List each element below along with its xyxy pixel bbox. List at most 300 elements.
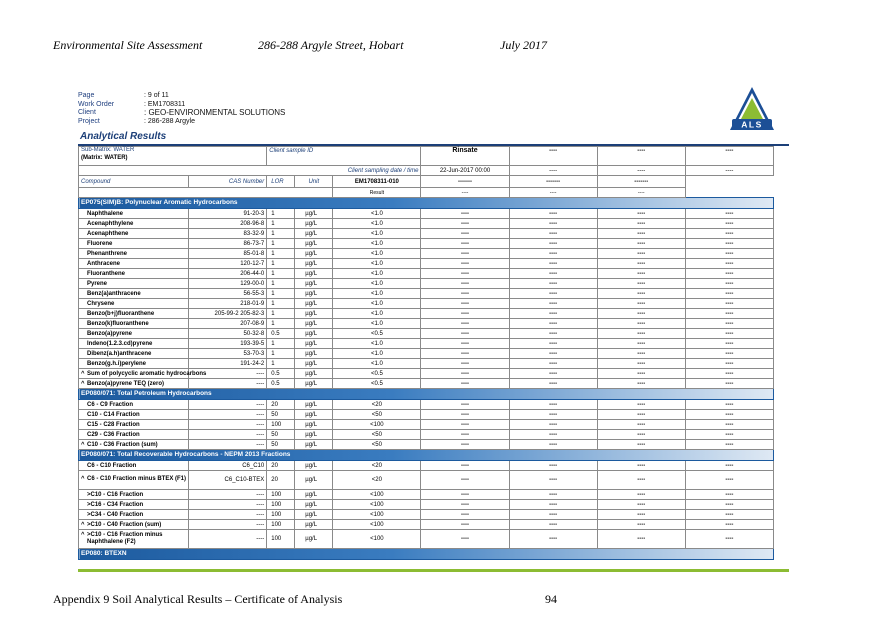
compound-label: C6 - C10 Fraction (87, 462, 137, 469)
empty-sample-cell: ---- (597, 309, 685, 319)
unit-value: µg/L (295, 430, 333, 440)
cas-number: 91-20-3 (189, 209, 267, 219)
cas-number: ---- (189, 400, 267, 410)
empty-sample-cell: ---- (509, 279, 597, 289)
empty-sample-cell: ---- (509, 339, 597, 349)
empty-sample-cell: ---- (597, 299, 685, 309)
unit-value: µg/L (295, 520, 333, 530)
result-value: <100 (333, 520, 421, 530)
caret-mark: ^ (81, 441, 85, 448)
result-value: <1.0 (333, 309, 421, 319)
table-row (79, 249, 774, 259)
unit-value: µg/L (295, 299, 333, 309)
empty-sample-cell: ---- (685, 379, 773, 389)
compound-name (79, 359, 189, 369)
empty-sample-cell: ---- (685, 420, 773, 430)
result-header: Result (333, 188, 421, 198)
sample-date: 22-Jun-2017 00:00 (421, 166, 509, 176)
lor-value: 1 (267, 339, 295, 349)
section-title: EP080/071: Total Recoverable Hydrocarbons - NEPM 2013 Fractions (79, 450, 774, 461)
empty-sample-cell: ---- (421, 520, 509, 530)
empty-sample-cell: ---- (685, 440, 773, 450)
caret-mark: ^ (81, 521, 85, 528)
result-value: <100 (333, 530, 421, 549)
compound-name (79, 229, 189, 239)
empty-sample-cell: ---- (597, 530, 685, 549)
compound-label: C29 - C36 Fraction (87, 431, 140, 438)
table-row (79, 490, 774, 500)
result-value: <1.0 (333, 259, 421, 269)
lor-value: 50 (267, 410, 295, 420)
unit-value: µg/L (295, 461, 333, 471)
compound-label: Indeno(1.2.3.cd)pyrene (87, 340, 153, 347)
compound-label: >C10 - C16 Fraction minus Naphthalene (F2) (87, 531, 163, 545)
compound-label: Benzo(k)fluoranthene (87, 320, 149, 327)
compound-name (79, 510, 189, 520)
sample-date-empty: ---- (509, 166, 597, 176)
empty-sample-cell: ---- (421, 209, 509, 219)
result-value: <20 (333, 471, 421, 490)
section-header (79, 450, 774, 461)
empty-sample-cell: ---- (597, 520, 685, 530)
result-value: <1.0 (333, 249, 421, 259)
empty-sample-cell: ---- (509, 530, 597, 549)
table-row (79, 440, 774, 450)
cas-number: 129-00-0 (189, 279, 267, 289)
empty-sample-cell: ---- (421, 319, 509, 329)
lor-value: 1 (267, 269, 295, 279)
lor-value: 1 (267, 289, 295, 299)
unit-value: µg/L (295, 379, 333, 389)
lor-value: 1 (267, 209, 295, 219)
lor-value: 50 (267, 430, 295, 440)
empty-sample-cell: ---- (421, 349, 509, 359)
empty-sample-cell: ---- (685, 229, 773, 239)
table-row (79, 410, 774, 420)
section-title: EP080/071: Total Petroleum Hydrocarbons (79, 389, 774, 400)
unit-value: µg/L (295, 329, 333, 339)
table-row (79, 329, 774, 339)
cas-number: C6_C10 (189, 461, 267, 471)
empty-sample-cell: ---- (597, 410, 685, 420)
empty-sample-cell: ---- (421, 259, 509, 269)
compound-name (79, 410, 189, 420)
empty-sample-cell: ---- (597, 249, 685, 259)
empty-sample-cell: ---- (509, 239, 597, 249)
lor-value: 1 (267, 249, 295, 259)
caret-mark: ^ (81, 370, 85, 377)
cas-number: ---- (189, 430, 267, 440)
unit-value: µg/L (295, 309, 333, 319)
empty-sample-cell: ---- (509, 319, 597, 329)
empty-sample-cell: ---- (509, 510, 597, 520)
compound-label: C10 - C14 Fraction (87, 411, 140, 418)
header-left: Environmental Site Assessment (53, 38, 203, 52)
empty-sample-cell: ---- (421, 369, 509, 379)
empty-sample-cell: ---- (421, 410, 509, 420)
compound-label: C6 - C10 Fraction minus BTEX (F1) (87, 476, 187, 483)
empty-sample-cell: ---- (685, 500, 773, 510)
unit-value: µg/L (295, 359, 333, 369)
empty-sample-cell: ---- (509, 359, 597, 369)
lor-value: 20 (267, 471, 295, 490)
unit-value: µg/L (295, 319, 333, 329)
empty-sample-cell: ---- (509, 209, 597, 219)
lor-value: 0.5 (267, 379, 295, 389)
cas-number: 191-24-2 (189, 359, 267, 369)
lab-id-empty: ------- (421, 176, 509, 188)
empty-sample-cell: ---- (509, 500, 597, 510)
compound-name (79, 279, 189, 289)
cas-number: C6_C10-BTEX (189, 471, 267, 490)
unit-value: µg/L (295, 410, 333, 420)
lor-value: 1 (267, 299, 295, 309)
empty-sample-cell: ---- (597, 279, 685, 289)
empty-sample-cell: ---- (509, 379, 597, 389)
compound-name (79, 219, 189, 229)
page-title: Analytical Results (80, 131, 167, 142)
page-number: 94 (545, 592, 557, 606)
empty-sample-cell: ---- (421, 299, 509, 309)
lor-value: 1 (267, 349, 295, 359)
cas-header: CAS Number (189, 176, 267, 188)
compound-label: >C10 - C40 Fraction (sum) (87, 521, 162, 528)
result-header-empty: ---- (421, 188, 509, 198)
empty-sample-cell: ---- (421, 471, 509, 490)
header-right: July 2017 (500, 38, 547, 52)
result-value: <50 (333, 440, 421, 450)
meta-page: Page : 9 of 11 (78, 92, 169, 99)
empty-sample-cell: ---- (685, 329, 773, 339)
empty-sample-cell: ---- (421, 400, 509, 410)
empty-sample-cell: ---- (685, 289, 773, 299)
empty-sample-cell: ---- (597, 430, 685, 440)
result-value: <1.0 (333, 239, 421, 249)
empty-sample-cell: ---- (597, 379, 685, 389)
lor-value: 20 (267, 400, 295, 410)
unit-value: µg/L (295, 209, 333, 219)
empty-sample-cell: ---- (421, 269, 509, 279)
result-header-empty: ---- (597, 188, 685, 198)
meta-work-order: Work Order : EM1708311 (78, 100, 186, 108)
cas-number: 206-44-0 (189, 269, 267, 279)
cas-number: 120-12-7 (189, 259, 267, 269)
compound-name (79, 430, 189, 440)
compound-label: >C16 - C34 Fraction (87, 501, 144, 508)
empty-sample-cell: ---- (685, 269, 773, 279)
empty-sample-cell: ---- (597, 500, 685, 510)
unit-value: µg/L (295, 510, 333, 520)
empty-sample-cell: ---- (685, 309, 773, 319)
cas-number: 207-08-9 (189, 319, 267, 329)
compound-name (79, 530, 189, 549)
sample-date-empty: ---- (685, 166, 773, 176)
empty-sample-cell: ---- (421, 420, 509, 430)
empty-sample-cell: ---- (597, 339, 685, 349)
result-value: <1.0 (333, 229, 421, 239)
compound-name (79, 209, 189, 219)
result-value: <0.5 (333, 369, 421, 379)
unit-value: µg/L (295, 490, 333, 500)
empty-sample-cell: ---- (509, 259, 597, 269)
empty-sample-cell: ---- (597, 471, 685, 490)
table-row (79, 400, 774, 410)
unit-value: µg/L (295, 279, 333, 289)
compound-label: Benz(a)anthracene (87, 290, 141, 297)
empty-sample-cell: ---- (509, 309, 597, 319)
cas-number: 50-32-8 (189, 329, 267, 339)
lor-value: 1 (267, 319, 295, 329)
result-value: <1.0 (333, 209, 421, 219)
results-table (78, 146, 774, 560)
empty-sample-cell: ---- (597, 440, 685, 450)
lor-value: 1 (267, 259, 295, 269)
unit-value: µg/L (295, 349, 333, 359)
empty-sample-cell: ---- (421, 309, 509, 319)
empty-sample-cell: ---- (685, 339, 773, 349)
compound-name (79, 339, 189, 349)
empty-sample-cell: ---- (597, 239, 685, 249)
cas-number: 218-01-9 (189, 299, 267, 309)
unit-value: µg/L (295, 471, 333, 490)
als-logo (728, 86, 776, 132)
compound-label: Acenaphthylene (87, 220, 134, 227)
compound-name (79, 289, 189, 299)
table-row (79, 239, 774, 249)
empty-sample-cell: ---- (597, 219, 685, 229)
cas-number: 193-39-5 (189, 339, 267, 349)
empty-sample-cell: ---- (509, 249, 597, 259)
empty-sample-cell: ---- (597, 420, 685, 430)
compound-name (79, 471, 189, 490)
empty-sample-cell: ---- (509, 471, 597, 490)
caret-mark: ^ (81, 380, 85, 387)
empty-sample-cell: ---- (421, 461, 509, 471)
sample-name-empty: ---- (509, 147, 597, 166)
cas-number: 56-55-3 (189, 289, 267, 299)
empty-sample-cell: ---- (421, 279, 509, 289)
result-value: <1.0 (333, 339, 421, 349)
empty-sample-cell: ---- (421, 440, 509, 450)
result-value: <100 (333, 490, 421, 500)
unit-value: µg/L (295, 229, 333, 239)
compound-name (79, 329, 189, 339)
empty-sample-cell: ---- (685, 359, 773, 369)
sub-matrix-label: Sub-Matrix: WATER (81, 147, 135, 153)
empty-sample-cell: ---- (685, 219, 773, 229)
empty-sample-cell: ---- (597, 259, 685, 269)
cas-number: ---- (189, 510, 267, 520)
empty-sample-cell: ---- (597, 269, 685, 279)
compound-label: >C10 - C16 Fraction (87, 491, 144, 498)
result-header-empty: ---- (509, 188, 597, 198)
lor-value: 100 (267, 530, 295, 549)
compound-label: Dibenz(a.h)anthracene (87, 350, 152, 357)
compound-label: Benzo(g.h.i)perylene (87, 360, 147, 367)
result-value: <1.0 (333, 269, 421, 279)
matrix-label: (Matrix: WATER) (81, 154, 128, 161)
empty-sample-cell: ---- (421, 339, 509, 349)
lor-value: 1 (267, 279, 295, 289)
compound-name (79, 500, 189, 510)
empty-sample-cell: ---- (685, 349, 773, 359)
sample-date-empty: ---- (597, 166, 685, 176)
compound-label: C6 - C9 Fraction (87, 401, 134, 408)
empty-sample-cell: ---- (685, 259, 773, 269)
lab-id-empty: ------- (509, 176, 597, 188)
empty-sample-cell: ---- (685, 369, 773, 379)
empty-sample-cell: ---- (421, 219, 509, 229)
table-row (79, 530, 774, 549)
lor-value: 100 (267, 520, 295, 530)
cas-number: ---- (189, 530, 267, 549)
cas-number: 208-96-8 (189, 219, 267, 229)
empty-sample-cell: ---- (421, 229, 509, 239)
result-value: <1.0 (333, 359, 421, 369)
unit-value: µg/L (295, 420, 333, 430)
report-meta (78, 92, 285, 126)
cas-number: ---- (189, 369, 267, 379)
table-row (79, 299, 774, 309)
empty-sample-cell: ---- (597, 229, 685, 239)
table-row (79, 420, 774, 430)
table-row (79, 471, 774, 490)
empty-sample-cell: ---- (597, 359, 685, 369)
header-center: 286-288 Argyle Street, Hobart (258, 38, 404, 52)
compound-name (79, 379, 189, 389)
result-value: <1.0 (333, 319, 421, 329)
unit-value: µg/L (295, 530, 333, 549)
unit-value: µg/L (295, 500, 333, 510)
empty-sample-cell: ---- (597, 209, 685, 219)
cas-number: ---- (189, 379, 267, 389)
table-row (79, 219, 774, 229)
table-row (79, 461, 774, 471)
unit-value: µg/L (295, 339, 333, 349)
table-row (79, 510, 774, 520)
sample-lab-id: EM1708311-010 (333, 176, 421, 188)
compound-name (79, 349, 189, 359)
empty-sample-cell: ---- (509, 219, 597, 229)
result-value: <1.0 (333, 219, 421, 229)
empty-sample-cell: ---- (685, 530, 773, 549)
empty-sample-cell: ---- (509, 440, 597, 450)
cas-number: 85-01-8 (189, 249, 267, 259)
empty-sample-cell: ---- (509, 299, 597, 309)
empty-sample-cell: ---- (685, 319, 773, 329)
section-header (79, 549, 774, 560)
table-row (79, 309, 774, 319)
table-row (79, 269, 774, 279)
empty-sample-cell: ---- (685, 299, 773, 309)
unit-value: µg/L (295, 239, 333, 249)
empty-sample-cell: ---- (509, 289, 597, 299)
results-body (79, 147, 774, 560)
empty-sample-cell: ---- (685, 239, 773, 249)
empty-sample-cell: ---- (509, 269, 597, 279)
empty-sample-cell: ---- (509, 520, 597, 530)
logo-text: ALS (741, 119, 763, 130)
compound-label: Fluorene (87, 240, 113, 247)
cas-number: ---- (189, 500, 267, 510)
empty-sample-cell: ---- (421, 379, 509, 389)
empty-sample-cell: ---- (685, 461, 773, 471)
lor-value: 100 (267, 510, 295, 520)
empty-sample-cell: ---- (509, 490, 597, 500)
empty-sample-cell: ---- (421, 500, 509, 510)
compound-label: Acenaphthene (87, 230, 129, 237)
result-value: <20 (333, 400, 421, 410)
empty-sample-cell: ---- (685, 410, 773, 420)
lor-value: 50 (267, 440, 295, 450)
lab-id-empty: ------- (597, 176, 685, 188)
table-row (79, 500, 774, 510)
cas-number: 53-70-3 (189, 349, 267, 359)
sample-name: Rinsate (421, 147, 509, 166)
empty-sample-cell: ---- (685, 400, 773, 410)
compound-name (79, 319, 189, 329)
empty-sample-cell: ---- (597, 329, 685, 339)
caret-mark: ^ (81, 531, 85, 538)
compound-name (79, 309, 189, 319)
result-value: <20 (333, 461, 421, 471)
empty-sample-cell: ---- (685, 279, 773, 289)
result-value: <0.5 (333, 329, 421, 339)
table-row (79, 520, 774, 530)
caret-mark: ^ (81, 476, 85, 483)
empty-sample-cell: ---- (685, 209, 773, 219)
lor-value: 1 (267, 309, 295, 319)
compound-name (79, 239, 189, 249)
table-row (79, 339, 774, 349)
table-row (79, 319, 774, 329)
result-value: <1.0 (333, 299, 421, 309)
empty-sample-cell: ---- (421, 249, 509, 259)
compound-label: Chrysene (87, 300, 115, 307)
empty-sample-cell: ---- (685, 249, 773, 259)
sample-name-empty: ---- (685, 147, 773, 166)
cas-number: 83-32-9 (189, 229, 267, 239)
cas-number: ---- (189, 490, 267, 500)
lor-header: LOR (267, 176, 295, 188)
unit-value: µg/L (295, 440, 333, 450)
empty-sample-cell: ---- (421, 329, 509, 339)
compound-label: Pyrene (87, 280, 108, 287)
compound-name (79, 440, 189, 450)
cas-number: 205-99-2 205-82-3 (189, 309, 267, 319)
table-row (79, 229, 774, 239)
meta-client: Client : GEO-ENVIRONMENTAL SOLUTIONS (78, 108, 286, 118)
lor-value: 0.5 (267, 329, 295, 339)
compound-name (79, 420, 189, 430)
lor-value: 1 (267, 359, 295, 369)
compound-label: Phenanthrene (87, 250, 128, 257)
compound-name (79, 461, 189, 471)
unit-value: µg/L (295, 259, 333, 269)
sample-name-empty: ---- (597, 147, 685, 166)
unit-value: µg/L (295, 249, 333, 259)
table-row (79, 209, 774, 219)
footer-left: Appendix 9 Soil Analytical Results – Certificate of Analysis (53, 592, 343, 606)
empty-sample-cell: ---- (597, 400, 685, 410)
compound-label: Sum of polycyclic aromatic hydrocarbons (87, 370, 207, 377)
compound-label: C15 - C28 Fraction (87, 421, 140, 428)
lor-value: 0.5 (267, 369, 295, 379)
empty-sample-cell: ---- (509, 461, 597, 471)
table-row (79, 289, 774, 299)
cas-number: 86-73-7 (189, 239, 267, 249)
compound-label: >C34 - C40 Fraction (87, 511, 144, 518)
